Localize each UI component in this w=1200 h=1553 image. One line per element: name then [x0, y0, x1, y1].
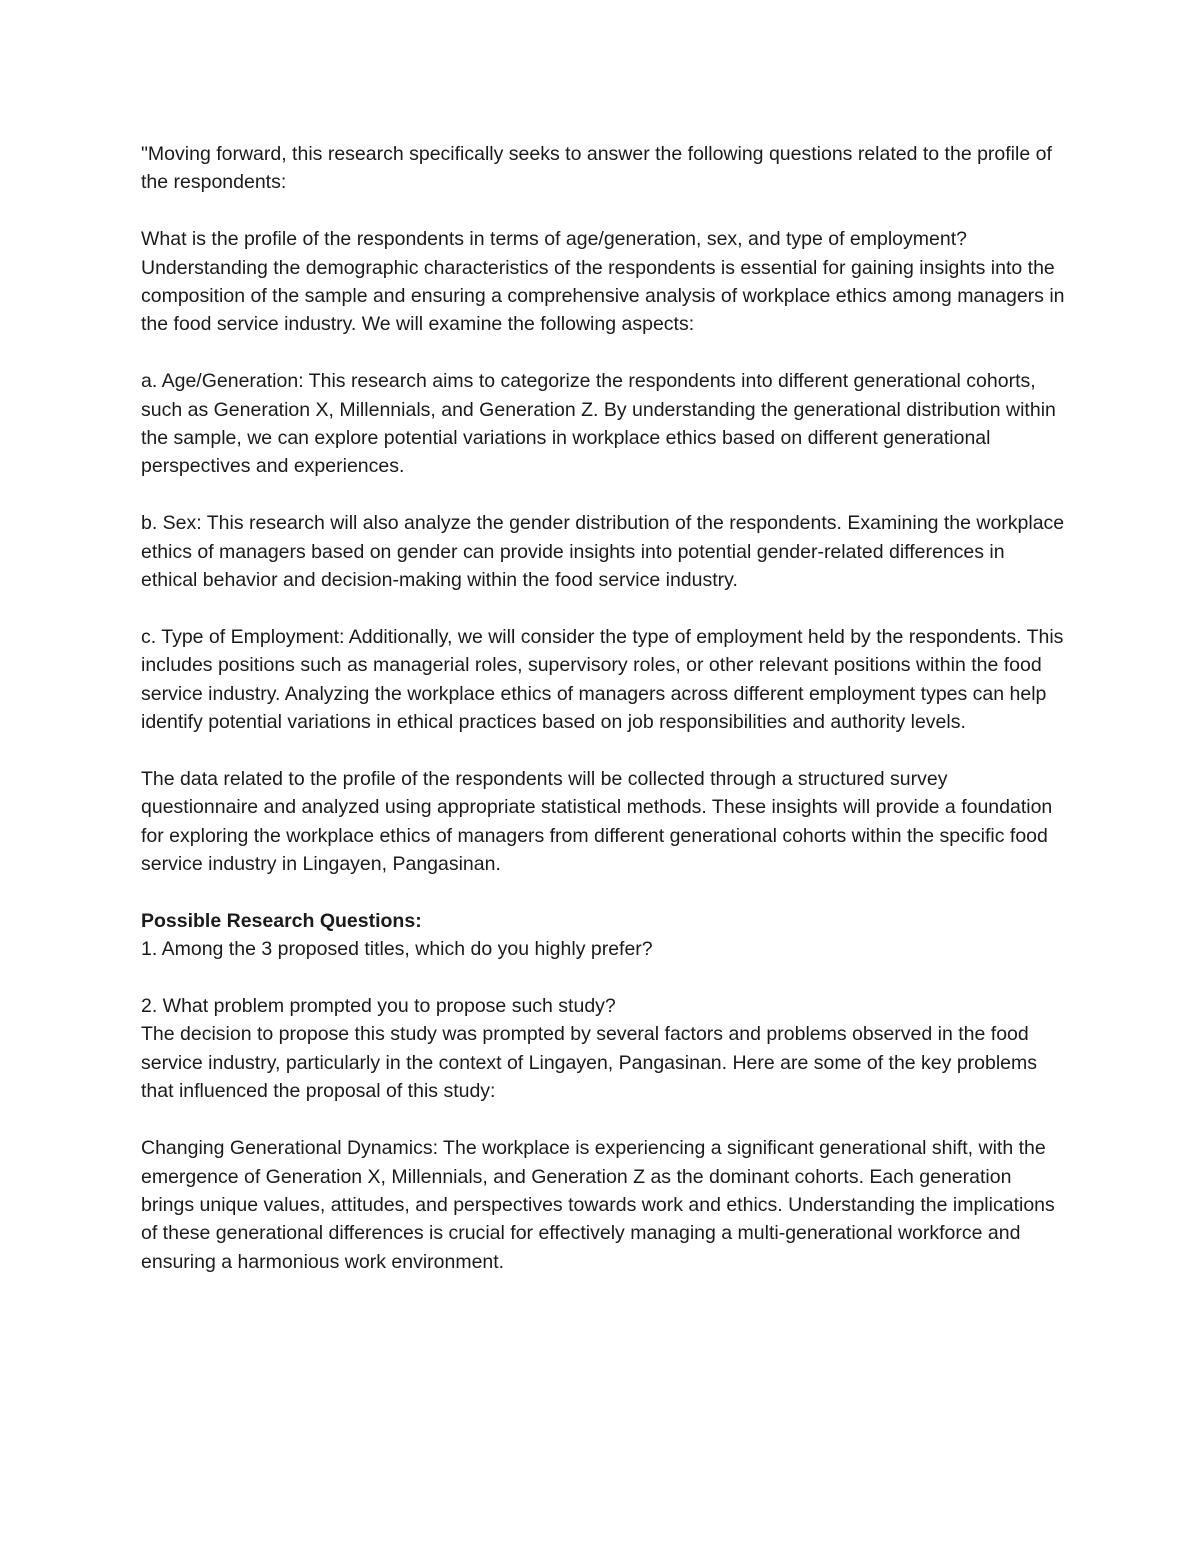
paragraph-spacer: [141, 964, 1066, 992]
paragraph-spacer: [141, 1106, 1066, 1134]
item-b-sex: b. Sex: This research will also analyze the gender distribution of the respondents. Examining the workplace ethics of managers based on gender can provide insights into potential gender-related differences in ethical behavior and decision-making within the food service industry.: [141, 512, 1070, 592]
changing-generational-dynamics-paragraph: Changing Generational Dynamics: The workplace is experiencing a significant generational shift, with the emergence of Generation X, Millennials, and Generation Z as the dominant cohorts. Each generation brings unique values, attitudes, and perspectives towards work and ethics. Understanding the implications of these generational differences is crucial for effectively managing a multi-generational workforce and ensuring a harmonious work environment.: [141, 1137, 1061, 1273]
research-questions-heading: Possible Research Questions:: [141, 909, 422, 932]
intro-paragraph: "Moving forward, this research specifically seeks to answer the following questions related to the profile of the respondents:: [141, 143, 1058, 194]
paragraph-spacer: [141, 481, 1066, 509]
paragraph-spacer: [141, 594, 1066, 622]
main-question-paragraph: What is the profile of the respondents in terms of age/generation, sex, and type of employment? Understanding the demographic characteristics of the respondents is essential for gaining insights into the composition of the sample and ensuring a comprehensive analysis of workplace ethics among managers in the food service industry. We will examine the following aspects:: [141, 228, 1070, 336]
paragraph-spacer: [141, 339, 1066, 367]
research-question-2: 2. What problem prompted you to propose such study?: [141, 995, 616, 1018]
item-c-type-of-employment: c. Type of Employment: Additionally, we will consider the type of employment held by the respondents. This includes positions such as managerial roles, supervisory roles, or other relevant positions within the food service industry. Analyzing the workplace ethics of managers across different employment types can help identify potential variations in ethical practices based on job responsibilities and authority levels.: [141, 625, 1069, 734]
document-body: [141, 140, 1070, 1276]
data-collection-paragraph: The data related to the profile of the respondents will be collected through a structured survey questionnaire and analyzed using appropriate statistical methods. These insights will provide a foundation for exploring the workplace ethics of managers from different generational cohorts within the specific food service industry in Lingayen, Pangasinan.: [141, 767, 1058, 876]
paragraph-spacer: [141, 736, 1066, 764]
research-question-1: 1. Among the 3 proposed titles, which do you highly prefer?: [141, 938, 653, 961]
paragraph-spacer: [141, 878, 1066, 906]
item-a-age-generation: a. Age/Generation: This research aims to categorize the respondents into different generational cohorts, such as Generation X, Millennials, and Generation Z. By understanding the generational distribution within the sample, we can explore potential variations in workplace ethics based on different generational perspectives and experiences.: [141, 370, 1062, 478]
paragraph-spacer: [141, 197, 1066, 225]
research-question-2-answer: The decision to propose this study was prompted by several factors and problems observed in the food service industry, particularly in the context of Lingayen, Pangasinan. Here are some of the key problems that influenced the proposal of this study:: [141, 1023, 1043, 1103]
